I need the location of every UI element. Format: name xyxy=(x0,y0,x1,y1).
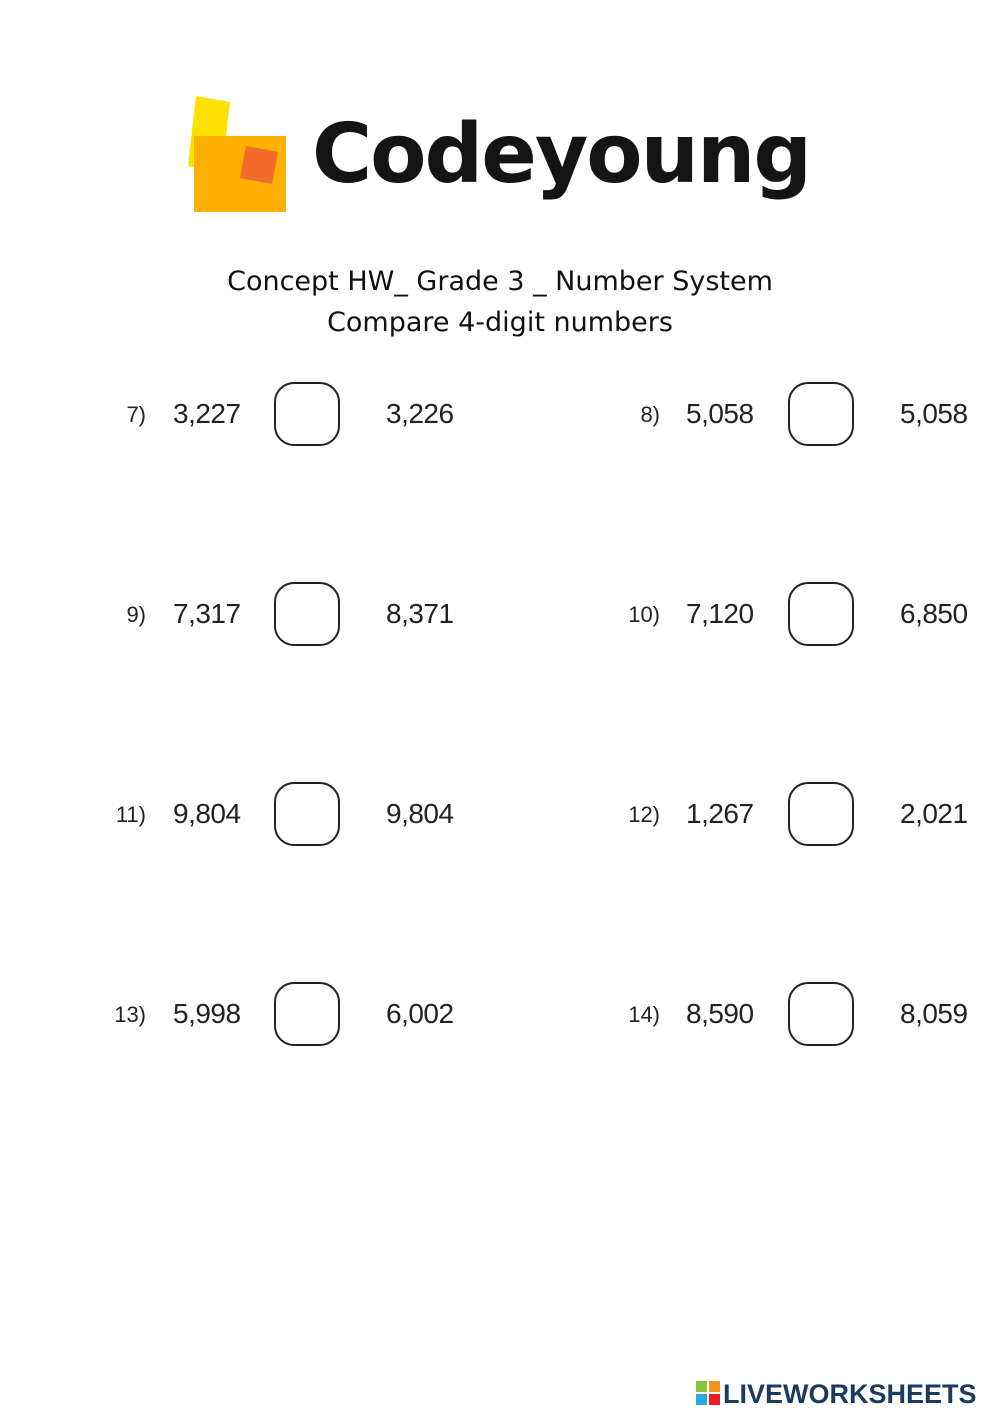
problem-number: 9) xyxy=(126,602,146,627)
right-number: 3,226 xyxy=(386,398,454,429)
comparison-answer-box[interactable] xyxy=(274,582,340,646)
right-number: 9,804 xyxy=(386,798,454,829)
problem-13 xyxy=(96,982,536,1052)
problem-number: 13) xyxy=(114,1002,146,1027)
left-number: 5,058 xyxy=(686,398,754,429)
liveworksheets-wordmark: LIVEWORKSHEETS xyxy=(723,1379,977,1409)
left-number: 7,120 xyxy=(686,598,754,629)
problem-12 xyxy=(610,782,1000,852)
problem-number: 11) xyxy=(115,802,146,827)
liveworksheets-footer xyxy=(696,1378,996,1410)
problem-number: 8) xyxy=(640,402,660,427)
problem-number: 7) xyxy=(126,402,146,427)
brand-name: Codeyoung xyxy=(312,107,811,202)
comparison-answer-box[interactable] xyxy=(274,782,340,846)
right-number: 8,371 xyxy=(386,598,454,629)
problem-8 xyxy=(610,382,1000,452)
right-number: 6,002 xyxy=(386,998,454,1029)
worksheet-subtitle: Compare 4-digit numbers xyxy=(327,307,673,338)
comparison-answer-box[interactable] xyxy=(788,782,854,846)
left-number: 7,317 xyxy=(173,598,241,629)
codeyoung-logo xyxy=(182,96,822,226)
right-number: 2,021 xyxy=(900,798,968,829)
comparison-answer-box[interactable] xyxy=(274,382,340,446)
worksheet-title: Concept HW_ Grade 3 _ Number System xyxy=(227,266,773,297)
comparison-answer-box[interactable] xyxy=(788,582,854,646)
problem-10 xyxy=(610,582,1000,652)
left-number: 3,227 xyxy=(173,398,241,429)
left-number: 9,804 xyxy=(173,798,241,829)
left-number: 5,998 xyxy=(173,998,241,1029)
problem-9 xyxy=(96,582,536,652)
left-number: 8,590 xyxy=(686,998,754,1029)
right-number: 6,850 xyxy=(900,598,968,629)
right-number: 5,058 xyxy=(900,398,968,429)
problem-number: 10) xyxy=(628,602,660,627)
codeyoung-logo-icon xyxy=(182,96,292,216)
problem-14 xyxy=(610,982,1000,1052)
right-number: 8,059 xyxy=(900,998,968,1029)
comparison-answer-box[interactable] xyxy=(274,982,340,1046)
liveworksheets-logo-icon xyxy=(696,1381,720,1405)
problem-7 xyxy=(96,382,536,452)
problem-11 xyxy=(96,782,536,852)
left-number: 1,267 xyxy=(686,798,754,829)
comparison-answer-box[interactable] xyxy=(788,382,854,446)
problem-number: 12) xyxy=(628,802,660,827)
problem-number: 14) xyxy=(628,1002,660,1027)
comparison-answer-box[interactable] xyxy=(788,982,854,1046)
